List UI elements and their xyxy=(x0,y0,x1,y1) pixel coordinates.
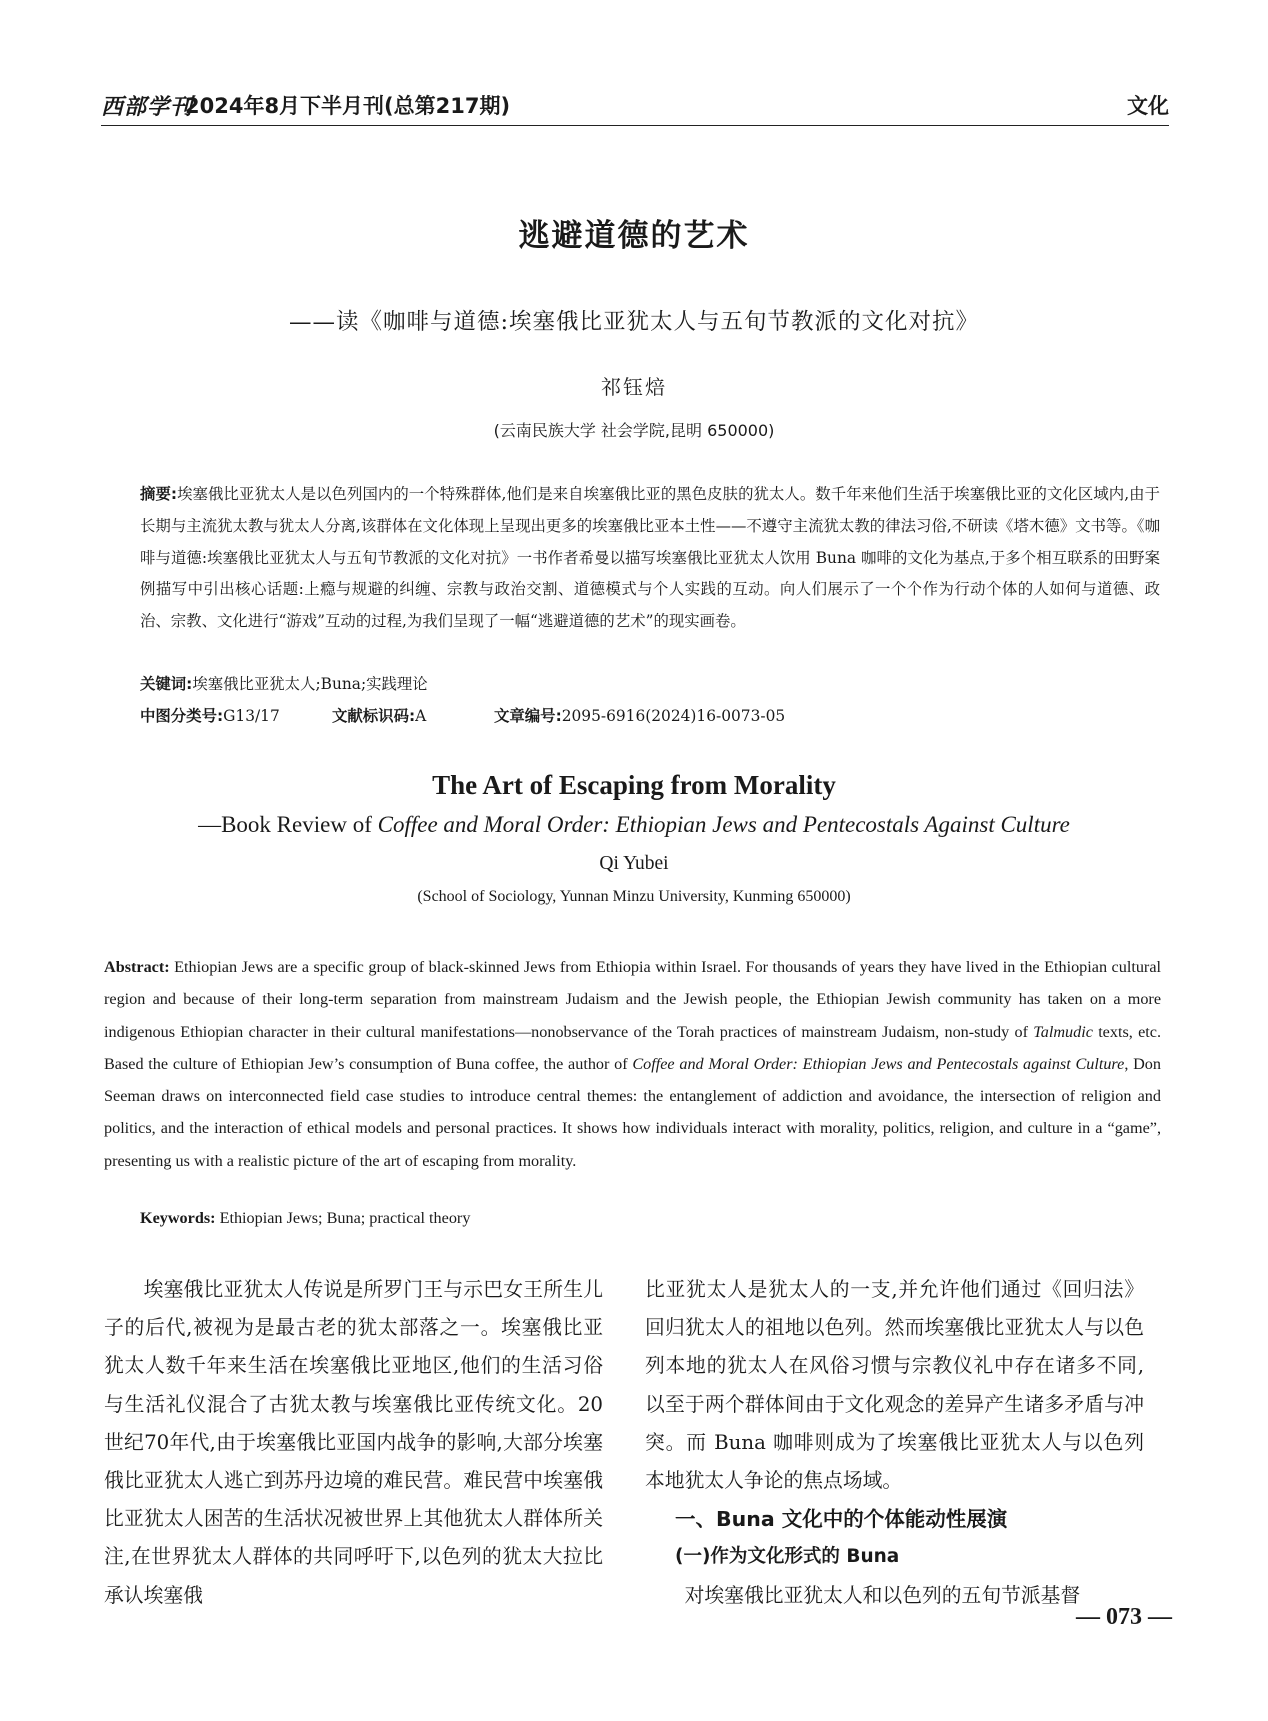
body-paragraph-continued: 比亚犹太人是犹太人的一支,并允许他们通过《回归法》回归犹太人的祖地以色列。然而埃塞俄比亚犹太人与以色列本地的犹太人在风俗习惯与宗教仪礼中存在诸多不同,以至于两个群体间由于文化观念的差异产生诸多矛盾与冲突。而 Buna 咖啡则成为了埃塞俄比亚犹太人与以色列本地犹太人争论的焦点场域。 xyxy=(645,1278,1144,1493)
section-name: 文化 xyxy=(1127,94,1169,118)
english-subtitle xyxy=(0,812,1268,838)
talmudic-italic: Talmudic xyxy=(1033,1022,1093,1041)
body-paragraph: 对埃塞俄比亚犹太人和以色列的五旬节派基督 xyxy=(684,1583,1081,1607)
chinese-abstract-text: 埃塞俄比亚犹太人是以色列国内的一个特殊群体,他们是来自埃塞俄比亚的黑色皮肤的犹太人。数千年来他们生活于埃塞俄比亚的文化区域内,由于长期与主流犹太教与犹太人分离,该群体在文化体现上呈现出更多的埃塞俄比亚本土性——不遵守主流犹太教的律法习俗,不研读《塔木德》文书等。《咖啡与道德:埃塞俄比亚犹太人与五旬节教派的文化对抗》一书作者希曼以描写埃塞俄比亚犹太人饮用 Buna 咖啡的文化为基点,于多个相互联系的田野案例描写中引出核心话题:上瘾与规避的纠缠、宗教与政治交割、道德模式与个人实践的互动。向人们展示了一个个作为行动个体的人如何与道德、政治、宗教、文化进行“游戏”互动的过程,为我们呈现了一幅“逃避道德的艺术”的现实画卷。 xyxy=(140,485,1160,631)
running-header xyxy=(101,88,1169,122)
article-number xyxy=(494,704,785,726)
chinese-author: 祁钰焙 xyxy=(601,375,667,399)
document-code-value: A xyxy=(415,707,427,725)
abstract-book-title: Coffee and Moral Order: Ethiopian Jews and Pentecostals against Culture xyxy=(632,1054,1125,1073)
chinese-abstract-label: 摘要: xyxy=(140,485,178,503)
clc-value: G13/17 xyxy=(223,707,280,725)
english-keywords xyxy=(140,1209,1160,1228)
english-abstract-part-1: Ethiopian Jews are a specific group of black-skinned Jews from Ethiopia within Israel. For thousands of years they have lived in the Ethiopian cultural region and because of their long-term separation from mainstream Judaism and the Jewish people, the Ethiopian Jewish community has taken on a more indigenous Ethiopian character in their cultural manifestations—nonobservance of the Torah practices of mainstream Judaism, non-study of xyxy=(104,958,1161,1041)
journal-logo: 西部学刊 xyxy=(101,94,194,120)
body-column-right xyxy=(645,1271,1144,1615)
english-abstract-part-2: texts, etc. Based the culture of Ethiopian Jew’s consumption of Buna coffee, the author of xyxy=(104,1022,1161,1073)
chinese-subtitle: ——读《咖啡与道德:埃塞俄比亚犹太人与五旬节教派的文化对抗》 xyxy=(288,309,980,335)
document-code-label: 文献标识码: xyxy=(332,707,416,725)
english-keywords-text: Ethiopian Jews; Buna; practical theory xyxy=(215,1209,471,1227)
page-number: — 073 — xyxy=(1076,1604,1172,1630)
subsection-heading: (一)作为文化形式的 Buna xyxy=(675,1546,900,1568)
english-author: Qi Yubei xyxy=(599,853,669,874)
chinese-abstract xyxy=(140,479,1160,638)
article-number-value: 2095-6916(2024)16-0073-05 xyxy=(561,707,786,725)
document-code xyxy=(332,704,426,726)
body-paragraph: 埃塞俄比亚犹太人传说是所罗门王与示巴女王所生儿子的后代,被视为是最古老的犹太部落之一。埃塞俄比亚犹太人数千年来生活在埃塞俄比亚地区,他们的生活习俗与生活礼仪混合了古犹太教与埃塞俄比亚传统文化。20世纪70年代,由于埃塞俄比亚国内战争的影响,大部分埃塞俄比亚犹太人逃亡到苏丹边境的难民营。难民营中埃塞俄比亚犹太人困苦的生活状况被世界上其他犹太人群体所关注,在世界犹太人群体的共同呼吁下,以色列的犹太大拉比承认埃塞俄 xyxy=(104,1278,603,1607)
english-abstract xyxy=(104,951,1161,1177)
chinese-keywords-text: 埃塞俄比亚犹太人;Buna;实践理论 xyxy=(192,675,428,693)
english-keywords-label: Keywords: xyxy=(140,1209,216,1227)
issue-info: 2024年8月下半月刊(总第217期) xyxy=(185,94,511,118)
chinese-affiliation: (云南民族大学 社会学院,昆明 650000) xyxy=(493,421,775,440)
english-abstract-label: Abstract: xyxy=(104,958,170,976)
body-column-left xyxy=(104,1271,603,1615)
chinese-keywords xyxy=(140,672,1160,694)
classification-info xyxy=(140,704,1160,728)
english-book-title: Coffee and Moral Order: Ethiopian Jews and Pentecostals Against Culture xyxy=(377,812,1070,837)
english-abstract-part-3: , Don Seeman draws on interconnected field case studies to introduce central themes: the entanglement of addiction and avoidance, the intersection of religion and politics, and the interaction of ethical models and personal practices. It shows how individuals interact with morality, politics, religion, and culture in a “game”, presenting us with a realistic picture of the art of escaping from morality. xyxy=(104,1054,1161,1170)
chinese-keywords-label: 关键词: xyxy=(140,675,193,693)
header-rule xyxy=(101,125,1169,126)
article-number-label: 文章编号: xyxy=(494,707,562,725)
english-subtitle-prefix: —Book Review of xyxy=(198,812,378,837)
section-heading: 一、Buna 文化中的个体能动性展演 xyxy=(675,1507,1008,1532)
clc-label: 中图分类号: xyxy=(140,707,224,725)
english-affiliation: (School of Sociology, Yunnan Minzu University, Kunming 650000) xyxy=(417,888,851,905)
chinese-title: 逃避道德的艺术 xyxy=(518,218,750,254)
english-title: The Art of Escaping from Morality xyxy=(432,770,836,800)
clc-number xyxy=(140,704,280,726)
